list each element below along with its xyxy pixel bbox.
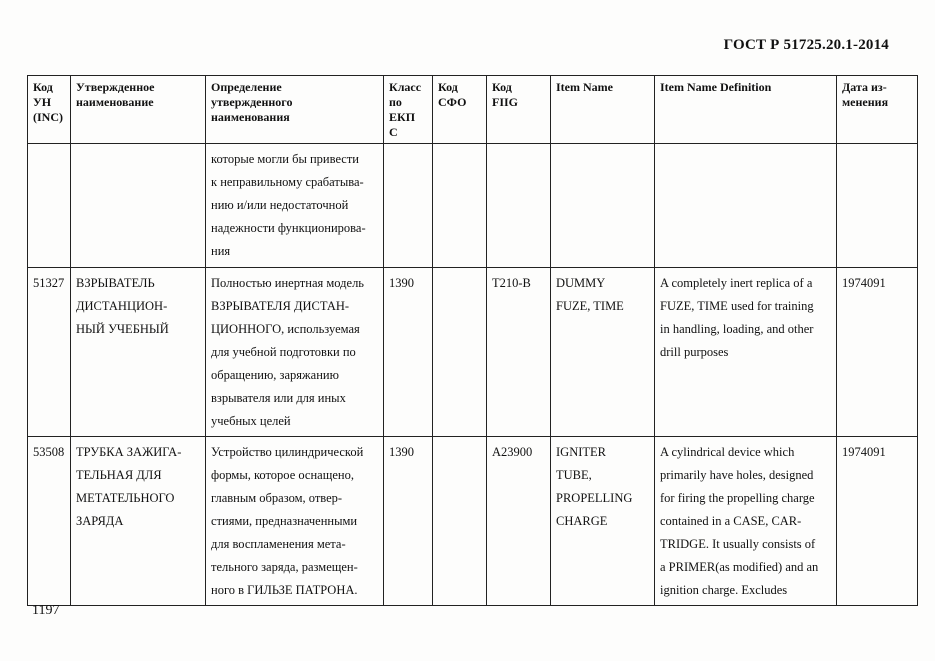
column-header-line: Определение	[211, 80, 282, 94]
column-header-line: Дата из-	[842, 80, 887, 94]
cell-text-line: к неправильному срабатыва-	[211, 175, 364, 189]
column-header-line: Код	[33, 80, 53, 94]
column-header-line: Код	[438, 80, 458, 94]
table-cell	[551, 437, 655, 606]
table-cell	[28, 437, 71, 606]
cell-text-line: 1390	[389, 276, 414, 290]
table-cell	[837, 268, 918, 437]
cell-text-line: 1974091	[842, 445, 886, 459]
table-cell	[655, 144, 837, 268]
cell-text-line: drill purposes	[660, 345, 729, 359]
cell-text-line: ТЕЛЬНАЯ ДЛЯ	[76, 468, 162, 482]
table-cell	[206, 268, 384, 437]
cell-text-line: ного в ГИЛЬЗЕ ПАТРОНА.	[211, 583, 358, 597]
cell-text-line: primarily have holes, designed	[660, 468, 814, 482]
column-header	[551, 76, 655, 144]
column-header-line: менения	[842, 95, 889, 109]
cell-text-line: for firing the propelling charge	[660, 491, 815, 505]
cell-text-line: нию и/или недостаточной	[211, 198, 349, 212]
cell-text-line: TRIDGE. It usually consists of	[660, 537, 816, 551]
cell-text-line: формы, которое оснащено,	[211, 468, 354, 482]
column-header-line: наименование	[76, 95, 154, 109]
column-header-line: Класс	[389, 80, 422, 94]
table-body	[28, 144, 918, 606]
cell-text-line: ния	[211, 244, 231, 258]
table-cell	[384, 437, 433, 606]
column-header-line: FIIG	[492, 95, 519, 109]
cell-text-line: 1390	[389, 445, 414, 459]
cell-text-line: contained in a CASE, CAR-	[660, 514, 802, 528]
table-cell	[487, 144, 551, 268]
table-cell	[433, 437, 487, 606]
table-cell	[384, 268, 433, 437]
column-header	[206, 76, 384, 144]
cell-text-line: НЫЙ УЧЕБНЫЙ	[76, 322, 169, 336]
table-cell	[71, 144, 206, 268]
table-cell	[384, 144, 433, 268]
table-cell	[655, 437, 837, 606]
cell-text-line: тельного заряда, размещен-	[211, 560, 358, 574]
cell-text-line: FUZE, TIME	[556, 299, 624, 313]
cell-text-line: обращению, заряжанию	[211, 368, 339, 382]
table-cell	[487, 268, 551, 437]
table-cell	[551, 144, 655, 268]
column-header	[28, 76, 71, 144]
column-header-line: утвержденного	[211, 95, 293, 109]
cell-text-line: in handling, loading, and other	[660, 322, 814, 336]
cell-text-line: главным образом, отвер-	[211, 491, 343, 505]
cell-text-line: надежности функционирова-	[211, 221, 366, 235]
cell-text-line: стиями, предназначенными	[211, 514, 358, 528]
table-cell	[433, 268, 487, 437]
column-header	[71, 76, 206, 144]
cell-text-line: PROPELLING	[556, 491, 633, 505]
document-header: ГОСТ Р 51725.20.1-2014	[723, 37, 889, 53]
column-header	[384, 76, 433, 144]
cell-text-line: взрывателя или для иных	[211, 391, 346, 405]
table-cell	[71, 437, 206, 606]
column-header-line: Код	[492, 80, 512, 94]
table-cell	[28, 268, 71, 437]
column-header-line: по	[389, 95, 402, 109]
cell-text-line: T210-B	[492, 276, 531, 290]
column-header	[487, 76, 551, 144]
table-cell	[71, 268, 206, 437]
table-row	[28, 144, 918, 268]
cell-text-line: для учебной подготовки по	[211, 345, 356, 359]
cell-text-line: 51327	[33, 276, 65, 290]
cell-text-line: Устройство цилиндрической	[211, 445, 364, 459]
column-header-line: УН	[33, 95, 52, 109]
cell-text-line: TUBE,	[556, 468, 592, 482]
column-header-line: наименования	[211, 110, 290, 124]
cell-text-line: A23900	[492, 445, 533, 459]
cell-text-line: МЕТАТЕЛЬНОГО	[76, 491, 175, 505]
page-number: 1197	[32, 603, 60, 618]
cell-text-line: IGNITER	[556, 445, 606, 459]
cell-text-line: ДИСТАНЦИОН-	[76, 299, 168, 313]
table-cell	[837, 437, 918, 606]
column-header-line: С	[389, 125, 398, 139]
table-cell	[487, 437, 551, 606]
column-header	[655, 76, 837, 144]
table-header-row	[28, 76, 918, 144]
cell-text-line: ВЗРЫВАТЕЛЯ ДИСТАН-	[211, 299, 350, 313]
table-cell	[837, 144, 918, 268]
table-cell	[28, 144, 71, 268]
column-header-line: Item Name Definition	[660, 80, 772, 94]
table-cell	[433, 144, 487, 268]
cell-text-line: ТРУБКА ЗАЖИГА-	[76, 445, 182, 459]
table-cell	[655, 268, 837, 437]
nomenclature-table	[27, 75, 918, 606]
column-header	[837, 76, 918, 144]
cell-text-line: 1974091	[842, 276, 886, 290]
table-cell	[206, 144, 384, 268]
table-cell	[206, 437, 384, 606]
column-header	[433, 76, 487, 144]
cell-text-line: DUMMY	[556, 276, 606, 290]
table-row	[28, 437, 918, 606]
table-row	[28, 268, 918, 437]
cell-text-line: a PRIMER(as modified) and an	[660, 560, 819, 574]
cell-text-line: ЦИОННОГО, используемая	[211, 322, 360, 336]
column-header-line: ЕКП	[389, 110, 416, 124]
cell-text-line: CHARGE	[556, 514, 608, 528]
cell-text-line: 53508	[33, 445, 65, 459]
column-header-line: Item Name	[556, 80, 613, 94]
cell-text-line: учебных целей	[211, 414, 291, 428]
cell-text-line: которые могли бы привести	[211, 152, 359, 166]
cell-text-line: Полностью инертная модель	[211, 276, 365, 290]
column-header-line: СФО	[438, 95, 467, 109]
cell-text-line: A completely inert replica of a	[660, 276, 813, 290]
cell-text-line: A cylindrical device which	[660, 445, 795, 459]
cell-text-line: ЗАРЯДА	[76, 514, 124, 528]
cell-text-line: ignition charge. Excludes	[660, 583, 788, 597]
cell-text-line: FUZE, TIME used for training	[660, 299, 814, 313]
column-header-line: Утвержденное	[76, 80, 155, 94]
column-header-line: (INC)	[33, 110, 63, 124]
cell-text-line: для воспламенения мета-	[211, 537, 346, 551]
cell-text-line: ВЗРЫВАТЕЛЬ	[76, 276, 155, 290]
table-cell	[551, 268, 655, 437]
